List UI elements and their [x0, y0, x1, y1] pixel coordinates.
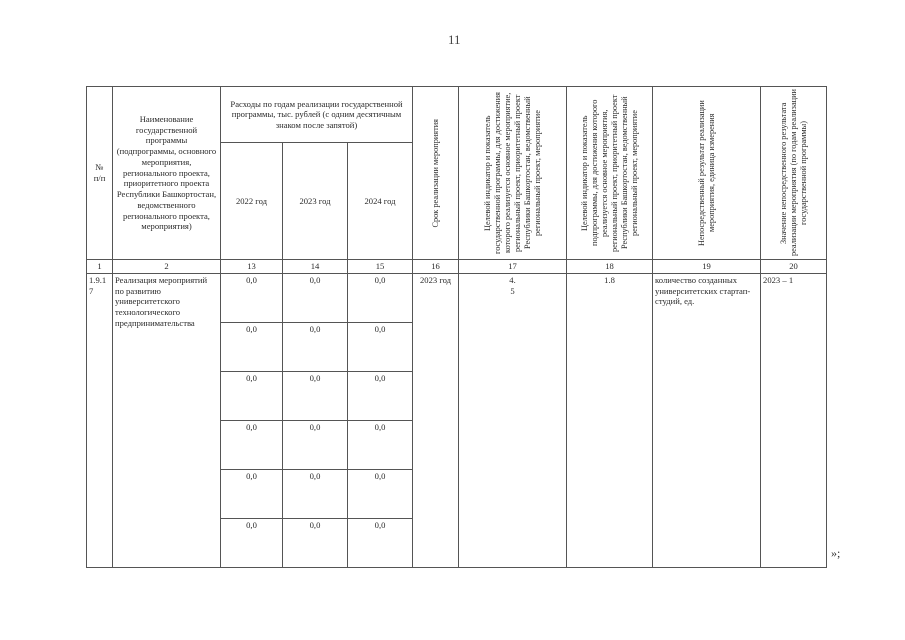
finance-2022: 0,0 — [221, 470, 283, 519]
header-sub-indicator: Целевой индикатор и показатель подпрограммы, для достижения которого реализуется основное мероприятия, региональный проект, приоритетный проект Республики Башкортостан, ведомственный региональный проект, мероприятие — [567, 87, 653, 260]
column-number: 19 — [653, 260, 761, 274]
finance-2023: 0,0 — [283, 470, 348, 519]
column-number: 15 — [348, 260, 413, 274]
column-number: 20 — [761, 260, 827, 274]
column-number: 18 — [567, 260, 653, 274]
column-number: 14 — [283, 260, 348, 274]
row-name: Реализация мероприятий по развитию университетского технологического предпринимательства — [113, 274, 221, 568]
header-year-2022: 2022 год — [221, 143, 283, 260]
finance-2024: 0,0 — [348, 323, 413, 372]
finance-2022: 0,0 — [221, 519, 283, 568]
page-number: 11 — [448, 32, 461, 47]
finance-2023: 0,0 — [283, 274, 348, 323]
header-num: № п/п — [87, 87, 113, 260]
finance-2022: 0,0 — [221, 372, 283, 421]
header-deadline: Срок реализации мероприятия — [413, 87, 459, 260]
finance-2023: 0,0 — [283, 519, 348, 568]
program-table — [86, 86, 827, 568]
column-number: 16 — [413, 260, 459, 274]
table-row — [87, 274, 827, 323]
finance-2023: 0,0 — [283, 372, 348, 421]
header-year-2023: 2023 год — [283, 143, 348, 260]
column-number: 13 — [221, 260, 283, 274]
header-direct-result: Непосредственный результат реализации мероприятия, единица измерения — [653, 87, 761, 260]
finance-2022: 0,0 — [221, 323, 283, 372]
row-target-indicator: 4. 5 — [459, 274, 567, 568]
header-name: Наименование государственной программы (подпрограммы, основного мероприятия, регионального проекта, приоритетного проекта Республики Башкортостан, ведомственного регионального проекта, мероприятия) — [113, 87, 221, 260]
finance-2024: 0,0 — [348, 421, 413, 470]
row-direct-result: количество созданных университетских стартап-студий, ед. — [653, 274, 761, 568]
finance-2024: 0,0 — [348, 372, 413, 421]
column-number: 1 — [87, 260, 113, 274]
row-sub-indicator: 1.8 — [567, 274, 653, 568]
row-deadline: 2023 год — [413, 274, 459, 568]
finance-2023: 0,0 — [283, 421, 348, 470]
column-number-row — [87, 260, 827, 274]
closing-quote: »; — [831, 546, 841, 560]
finance-2024: 0,0 — [348, 470, 413, 519]
header-expenses: Расходы по годам реализации государственной программы, тыс. рублей (с одним десятичным знаком после запятой) — [221, 87, 413, 143]
column-number: 17 — [459, 260, 567, 274]
row-num: 1.9.17 — [87, 274, 113, 568]
header-year-2024: 2024 год — [348, 143, 413, 260]
finance-2022: 0,0 — [221, 274, 283, 323]
row-result-value: 2023 – 1 — [761, 274, 827, 568]
finance-2024: 0,0 — [348, 519, 413, 568]
column-number: 2 — [113, 260, 221, 274]
header-result-value: Значение непосредственного результата реализации мероприятия (по годам реализации государственной программы) — [761, 87, 827, 260]
finance-2022: 0,0 — [221, 421, 283, 470]
header-target-indicator: Целевой индикатор и показатель государственной программы, для достижения которого реализуется основное мероприятие, региональный проект, приоритетный проект Республики Башкортостан, ведомственный региональный проект, мероприятие — [459, 87, 567, 260]
finance-2023: 0,0 — [283, 323, 348, 372]
finance-2024: 0,0 — [348, 274, 413, 323]
